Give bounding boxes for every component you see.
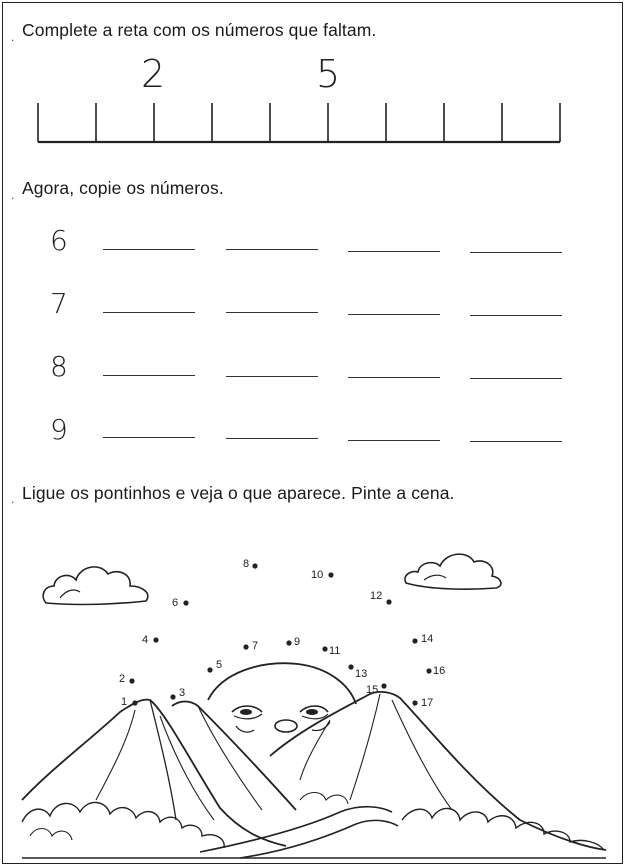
dot-label-11: 11 [329,645,341,657]
sun-arc [208,663,356,704]
dot-label-16: 16 [433,665,446,677]
dot-label-7: 7 [252,640,259,652]
cloud-right [405,554,501,589]
mountain-right [270,692,606,850]
dot-8 [252,563,257,568]
dot-label-8: 8 [243,558,250,570]
dot-label-1: 1 [121,696,128,708]
dot-14 [412,638,417,643]
dot-label-3: 3 [179,687,186,699]
mountain-left [22,700,286,846]
dot-label-13: 13 [355,668,368,680]
dot-label-10: 10 [311,569,324,581]
given-number-5: 5 [316,52,341,96]
bushes-right [402,808,604,850]
instruction-connect-dots: Ligue os pontinhos e veja o que aparece. Pinte a cena. [22,483,455,503]
bullet-mark: . [11,492,15,506]
dot-label-9: 9 [294,636,301,648]
dot-label-12: 12 [370,590,383,602]
dot-15 [381,683,386,688]
instruction-copy-numbers: Agora, copie os números. [22,178,224,198]
given-number-2: 2 [141,52,166,96]
dot-7 [243,644,248,649]
dot-label-14: 14 [421,633,434,645]
dot-6 [183,600,188,605]
bullet-mark: . [11,30,15,44]
dot-1 [132,700,137,705]
dot-3 [170,694,175,699]
dot-13 [348,664,353,669]
sun-nose [275,720,297,732]
dot-label-15: 15 [366,684,379,696]
dot-9 [286,640,291,645]
dot-5 [207,667,212,672]
bushes-left [22,802,224,848]
instruction-number-line: Complete a reta com os números que faltam. [22,20,377,40]
cloud-left [43,567,148,605]
dot-11 [322,646,327,651]
dot-label-4: 4 [142,634,149,646]
dot-label-2: 2 [119,673,126,685]
dot-4 [153,637,158,642]
dot-16 [426,668,431,673]
dot-17 [412,700,417,705]
dot-10 [328,572,333,577]
dot-12 [386,599,391,604]
dot-label-6: 6 [172,597,179,609]
dot-label-17: 17 [421,697,434,709]
copy-row-digit-8: 8 [50,350,68,383]
mountain-middle [172,702,296,811]
dot-label-5: 5 [216,659,223,671]
dot-2 [129,678,134,683]
bullet-mark: . [11,188,15,202]
sun-cheek [236,726,254,732]
copy-row-digit-6: 6 [50,224,68,257]
copy-row-digit-7: 7 [50,287,68,320]
copy-row-digit-9: 9 [50,413,68,446]
